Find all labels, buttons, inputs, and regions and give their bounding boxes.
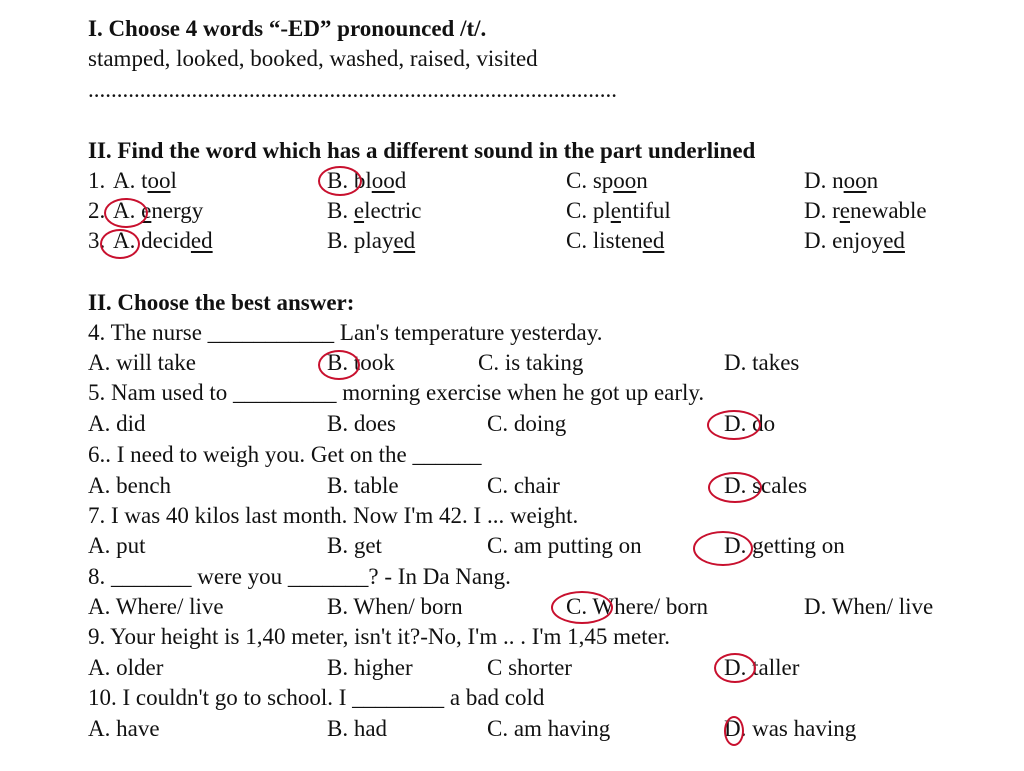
q9-stem: 9. Your height is 1,40 meter, isn't it?-No, I'm .. . I'm 1,45 meter. xyxy=(88,624,670,649)
q1-option-d[interactable]: D. noon xyxy=(804,168,879,193)
q8-option-d[interactable]: D. When/ live xyxy=(804,594,934,619)
q10-option-c[interactable]: C. am having xyxy=(487,716,611,741)
q7-stem: 7. I was 40 kilos last month. Now I'm 42. I ... weight. xyxy=(88,503,579,528)
q1-number: 1. xyxy=(88,168,106,193)
q3-number: 3. xyxy=(88,228,106,253)
q6-option-c[interactable]: C. chair xyxy=(487,473,560,498)
q4-option-b[interactable]: B. took xyxy=(327,350,395,375)
q8-option-a[interactable]: A. Where/ live xyxy=(88,594,224,619)
q5-option-d[interactable]: D. do xyxy=(724,411,776,436)
q8-option-b[interactable]: B. When/ born xyxy=(327,594,463,619)
q9-option-c[interactable]: C shorter xyxy=(487,655,572,680)
q10-stem: 10. I couldn't go to school. I ________ a bad cold xyxy=(88,685,545,710)
q2-option-d[interactable]: D. renewable xyxy=(804,198,927,223)
q8-option-c[interactable]: C. Where/ born xyxy=(566,594,709,619)
q1-option-b[interactable]: B. blood xyxy=(327,168,407,193)
q5-option-a[interactable]: A. did xyxy=(88,411,146,436)
q10-option-a[interactable]: A. have xyxy=(88,716,160,741)
q3-option-a[interactable]: A. decided xyxy=(113,228,213,253)
q10-option-b[interactable]: B. had xyxy=(327,716,388,741)
q7-option-c[interactable]: C. am putting on xyxy=(487,533,642,558)
q1-option-c[interactable]: C. spoon xyxy=(566,168,648,193)
q7-option-d[interactable]: D. getting on xyxy=(724,533,845,558)
q8-stem: 8. _______ were you _______? - In Da Nang. xyxy=(88,564,511,589)
q6-stem: 6.. I need to weigh you. Get on the ______ xyxy=(88,442,482,467)
q10-option-d[interactable]: D. was having xyxy=(724,716,857,741)
q5-option-b[interactable]: B. does xyxy=(327,411,396,436)
q6-option-a[interactable]: A. bench xyxy=(88,473,172,498)
q2-option-b[interactable]: B. electric xyxy=(327,198,422,223)
q3-option-c[interactable]: C. listened xyxy=(566,228,665,253)
q3-option-d[interactable]: D. enjoyed xyxy=(804,228,905,253)
q6-option-d[interactable]: D. scales xyxy=(724,473,808,498)
q1-option-a[interactable]: A. tool xyxy=(113,168,177,193)
q2-number: 2. xyxy=(88,198,106,223)
q2-option-a[interactable]: A. energy xyxy=(113,198,204,223)
section-1-word-list: stamped, looked, booked, washed, raised, visited xyxy=(88,46,538,71)
answer-dotted-line: ............................................................................................ xyxy=(88,77,617,102)
q9-option-b[interactable]: B. higher xyxy=(327,655,413,680)
q9-option-a[interactable]: A. older xyxy=(88,655,164,680)
q4-stem: 4. The nurse ___________ Lan's temperature yesterday. xyxy=(88,320,603,345)
q7-option-b[interactable]: B. get xyxy=(327,533,382,558)
q5-option-c[interactable]: C. doing xyxy=(487,411,567,436)
section-3-heading: II. Choose the best answer: xyxy=(88,290,355,315)
q4-option-c[interactable]: C. is taking xyxy=(478,350,584,375)
q4-option-d[interactable]: D. takes xyxy=(724,350,800,375)
q3-option-b[interactable]: B. played xyxy=(327,228,416,253)
q5-stem: 5. Nam used to _________ morning exercise when he got up early. xyxy=(88,380,705,405)
section-1-heading: I. Choose 4 words “-ED” pronounced /t/. xyxy=(88,16,487,41)
section-2-heading: II. Find the word which has a different sound in the part underlined xyxy=(88,138,756,163)
q2-option-c[interactable]: C. plentiful xyxy=(566,198,671,223)
q4-option-a[interactable]: A. will take xyxy=(88,350,196,375)
q6-option-b[interactable]: B. table xyxy=(327,473,399,498)
q7-option-a[interactable]: A. put xyxy=(88,533,146,558)
q9-option-d[interactable]: D. taller xyxy=(724,655,800,680)
